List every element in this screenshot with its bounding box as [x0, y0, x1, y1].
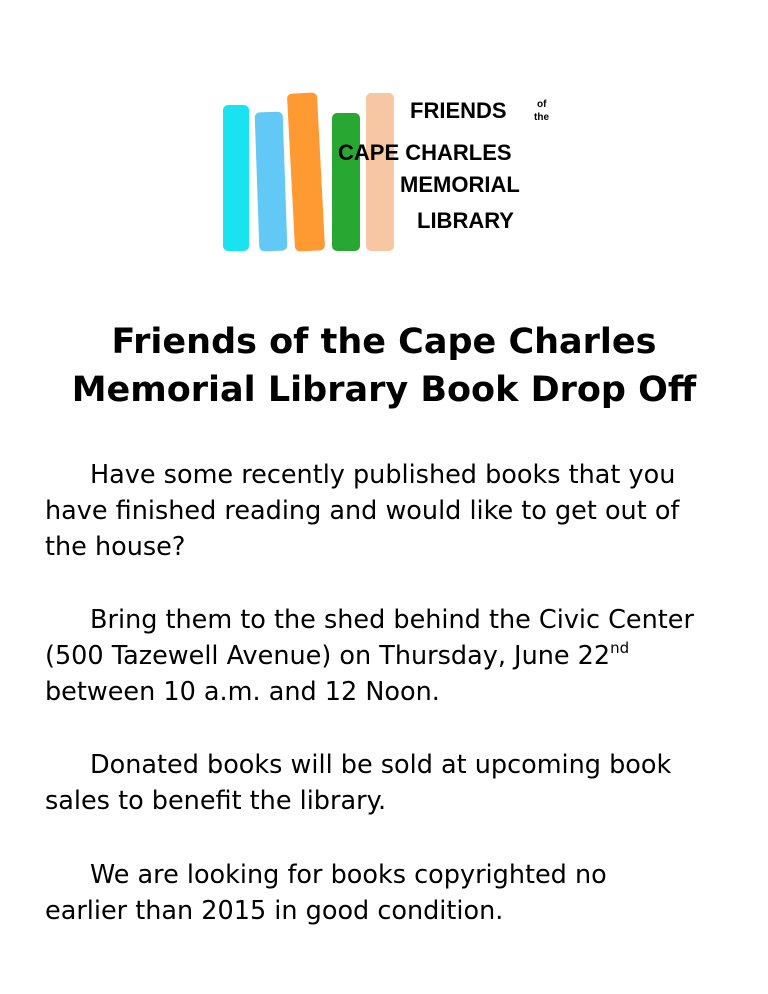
paragraph-line: Have some recently published books that you [90, 460, 676, 490]
paragraph-line: We are looking for books copyrighted no [90, 860, 607, 890]
logo-book-green [332, 113, 360, 251]
paragraph-book-criteria [45, 857, 735, 929]
logo-text-friends: FRIENDS [410, 98, 507, 123]
paragraph-books-question [45, 457, 735, 565]
friends-library-logo [220, 88, 560, 258]
logo-text-the: the [534, 112, 549, 123]
logo-text-of: of [537, 99, 547, 110]
logo-book-peach [366, 93, 394, 251]
paragraph-line: have finished reading and would like to get out of [45, 496, 680, 526]
logo-book-lightblue [255, 112, 288, 252]
paragraph-line: Donated books will be sold at upcoming book [90, 750, 672, 780]
logo-book-cyan [223, 105, 249, 251]
logo-book-orange [287, 92, 325, 251]
title-line-2: Memorial Library Book Drop Off [71, 370, 697, 410]
paragraph-line: the house? [45, 532, 186, 562]
logo-graphic [220, 88, 560, 258]
logo-text-memorial: MEMORIAL [400, 172, 520, 197]
paragraph-drop-off-location [45, 602, 735, 710]
paragraph-line: between 10 a.m. and 12 Noon. [45, 677, 440, 707]
date-text: (500 Tazewell Avenue) on Thursday, June 22 [45, 641, 611, 671]
paragraph-line: Bring them to the shed behind the Civic Center [90, 605, 694, 635]
logo-text-cape-charles: CAPE CHARLES [338, 140, 512, 165]
paragraph-line: earlier than 2015 in good condition. [45, 896, 504, 926]
paragraph-line: sales to benefit the library. [45, 786, 387, 816]
paragraph-line-date [45, 638, 735, 674]
page-title [0, 318, 768, 414]
logo-text-library: LIBRARY [417, 208, 514, 233]
paragraph-donated-books [45, 747, 735, 819]
title-line-1: Friends of the Cape Charles [111, 322, 657, 362]
date-ordinal-suffix: nd [610, 639, 630, 657]
